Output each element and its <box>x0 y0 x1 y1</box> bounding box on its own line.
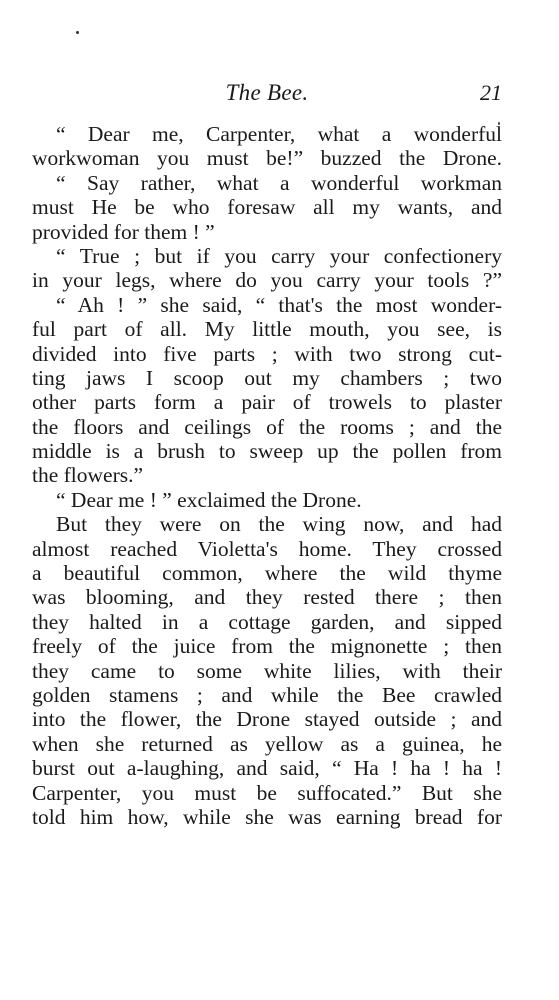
text-line: Carpenter, you must be suffocated.” But she <box>32 780 502 805</box>
ink-speck <box>76 31 79 34</box>
text-line: they came to some white lilies, with their <box>32 658 502 683</box>
text-line: burst out a-laughing, and said, “ Ha ! ha ! ha ! <box>32 756 502 781</box>
text-line: the flowers.” <box>32 463 144 488</box>
text-line: freely of the juice from the mignonette ; then <box>32 634 502 659</box>
text-line: other parts form a pair of trowels to plaster <box>32 390 502 415</box>
body-text <box>32 122 502 829</box>
text-line: almost reached Violetta's home. They crossed <box>32 536 502 561</box>
text-line: ting jaws I scoop out my chambers ; two <box>32 365 502 390</box>
text-line: golden stamens ; and while the Bee crawled <box>32 682 502 707</box>
text-line: into the flower, the Drone stayed outside ; and <box>32 707 502 732</box>
text-line: middle is a brush to sweep up the pollen from <box>32 439 502 464</box>
text-line: told him how, while she was earning bread for <box>32 804 502 829</box>
text-line: ful part of all. My little mouth, you see, is <box>32 317 502 342</box>
page-number: 21 <box>480 80 502 105</box>
text-line: a beautiful common, where the wild thyme <box>32 561 502 586</box>
text-line: divided into five parts ; with two strong cut- <box>32 341 502 366</box>
text-line: provided for them ! ” <box>32 219 215 244</box>
text-line: when she returned as yellow as a guinea, he <box>32 731 502 756</box>
text-line: was blooming, and they rested there ; then <box>32 585 502 610</box>
running-title: The Bee. <box>225 80 309 105</box>
text-line: workwoman you must be!” buzzed the Drone. <box>32 146 502 171</box>
text-line: “ Dear me ! ” exclaimed the Drone. <box>56 487 362 512</box>
page-header <box>32 80 502 108</box>
text-line: they halted in a cottage garden, and sipped <box>32 609 502 634</box>
text-line: “ Ah ! ” she said, “ that's the most wonder- <box>56 292 502 317</box>
text-line: “ True ; but if you carry your confectionery <box>56 243 502 268</box>
text-line: But they were on the wing now, and had <box>56 512 502 537</box>
text-line: “ Dear me, Carpenter, what a wonderful <box>56 122 502 146</box>
text-line: the floors and ceilings of the rooms ; and the <box>32 414 502 439</box>
text-line: must He be who foresaw all my wants, and <box>32 195 502 220</box>
text-line: “ Say rather, what a wonderful workman <box>56 170 502 195</box>
text-line: in your legs, where do you carry your tools ?” <box>32 268 502 293</box>
